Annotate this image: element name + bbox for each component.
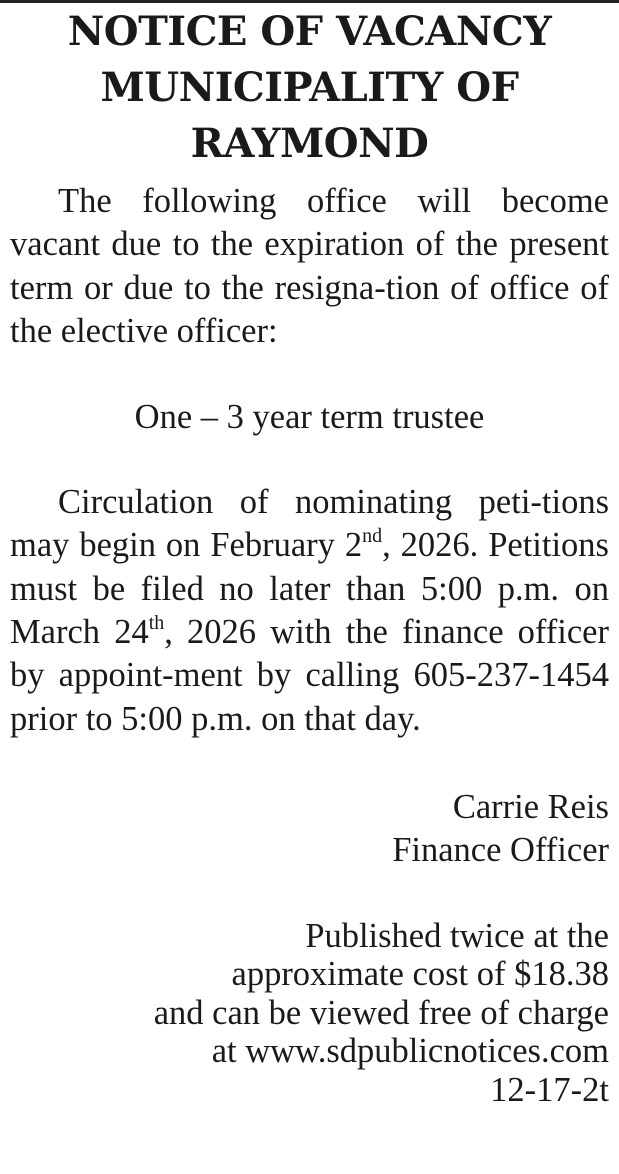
ordinal-suffix-nd: nd [362,525,383,548]
signer-name: Carrie Reis [452,787,609,826]
top-rule [0,0,619,3]
publication-info [10,917,609,1110]
notice-title [10,4,609,172]
intro-paragraph: The following office will become vacant due to the expiration of the present term or due to the resigna-tion of office of the elective officer: [10,182,609,350]
publication-line-1: Published twice at the [305,916,609,955]
title-line-3: RAYMOND [190,120,429,167]
title-line-2: MUNICIPALITY OF [100,64,519,111]
publication-line-2: approximate cost of $18.38 [231,955,609,994]
signer-title: Finance Officer [392,830,609,869]
ordinal-suffix-th: th [148,612,165,635]
petition-text-3: , 2026 with the finance officer by appoint-ment by calling 605-237-1454 prior to 5:00 p.m. on that day. [10,613,609,738]
publication-line-3: and can be viewed free of charge [153,993,609,1032]
signature-block [10,786,609,872]
vacant-office-term: One – 3 year term trustee [134,398,485,437]
publication-code: 12-17-2t [490,1070,609,1109]
petition-text-1: Circulation of nominating peti-tions may begin on February 2 [10,483,609,565]
title-line-1: NOTICE OF VACANCY [67,8,552,55]
petition-text-2: , 2026. Petitions must be filed no later than 5:00 p.m. on March 24 [10,526,609,652]
public-notice [10,4,609,1109]
petition-paragraph [10,481,609,741]
publication-line-4: at www.sdpublicnotices.com [211,1032,609,1071]
